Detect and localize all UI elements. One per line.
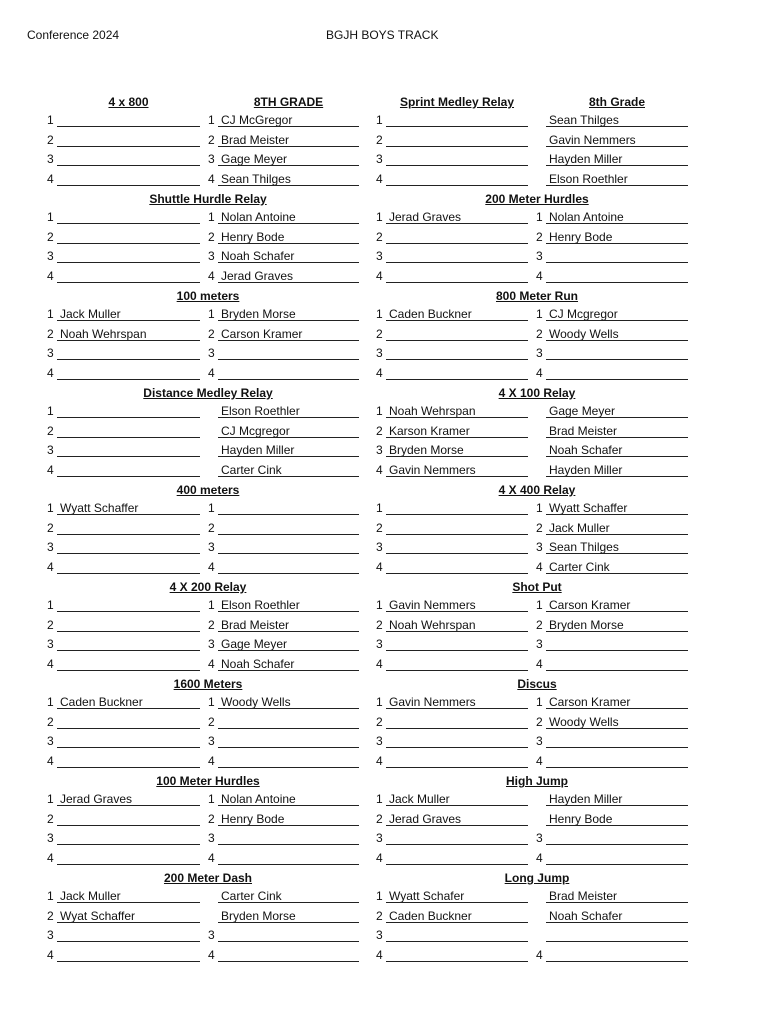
athlete-entry: [386, 831, 528, 845]
place-number: 4: [536, 559, 543, 574]
athlete-entry-8th: Sean Thilges: [218, 172, 359, 186]
athlete-entry: [386, 948, 528, 962]
place-number: 1: [376, 210, 383, 225]
athlete-entry-8th: Carson Kramer: [546, 695, 688, 709]
place-number: 4: [376, 559, 383, 574]
athlete-entry: [386, 734, 528, 748]
athlete-entry-8th: [546, 928, 688, 942]
athlete-entry-8th: Elson Roethler: [218, 598, 359, 612]
event-title-row: [0, 480, 768, 499]
event-title: Distance Medley Relay: [143, 386, 273, 400]
athlete-entry-8th: Hayden Miller: [546, 152, 688, 166]
place-number: 1: [47, 113, 54, 128]
entry-row: [0, 810, 768, 829]
athlete-entry: Wyatt Schaffer: [57, 501, 200, 515]
place-number: 3: [208, 734, 215, 749]
place-number: 3: [47, 249, 54, 264]
athlete-entry-8th: Woody Wells: [546, 715, 688, 729]
athlete-entry-8th: Nolan Antoine: [218, 210, 359, 224]
event-title-row: [0, 189, 768, 208]
place-number: 2: [376, 326, 383, 341]
place-number: 1: [47, 501, 54, 516]
athlete-entry-8th: Gage Meyer: [218, 152, 359, 166]
athlete-entry-8th: Sean Thilges: [546, 540, 688, 554]
athlete-entry: Bryden Morse: [386, 443, 528, 457]
athlete-entry-8th: Brad Meister: [546, 424, 688, 438]
place-number: 1: [536, 307, 543, 322]
event-title-row: [0, 92, 768, 111]
place-number: 3: [208, 346, 215, 361]
place-number: 3: [47, 734, 54, 749]
place-number: 1: [536, 210, 543, 225]
place-number: 3: [208, 637, 215, 652]
event-title-row: [0, 286, 768, 305]
place-number: 4: [208, 947, 215, 962]
athlete-entry: Noah Wehrspan: [386, 404, 528, 418]
place-number: 3: [536, 734, 543, 749]
entry-row: [0, 596, 768, 615]
athlete-entry: [386, 928, 528, 942]
athlete-entry: [386, 366, 528, 380]
place-number: 4: [47, 268, 54, 283]
athlete-entry-8th: Woody Wells: [218, 695, 359, 709]
athlete-entry-8th: Carson Kramer: [218, 327, 359, 341]
place-number: 2: [208, 617, 215, 632]
event-title: 1600 Meters: [173, 677, 243, 691]
entry-row: [0, 655, 768, 674]
athlete-entry: Gavin Nemmers: [386, 598, 528, 612]
place-number: 3: [376, 443, 383, 458]
athlete-entry: [386, 346, 528, 360]
athlete-entry-8th: [546, 249, 688, 263]
place-number: 3: [47, 443, 54, 458]
athlete-entry-8th: [546, 269, 688, 283]
event-title: High Jump: [506, 774, 568, 788]
event-title: 100 meters: [176, 289, 240, 303]
place-number: 2: [47, 714, 54, 729]
athlete-entry: Jack Muller: [386, 792, 528, 806]
athlete-entry-8th: Woody Wells: [546, 327, 688, 341]
athlete-entry-8th: Elson Roethler: [546, 172, 688, 186]
athlete-entry-8th: Bryden Morse: [546, 618, 688, 632]
place-number: 4: [376, 850, 383, 865]
place-number: 3: [208, 540, 215, 555]
athlete-entry: Jerad Graves: [386, 812, 528, 826]
place-number: 4: [47, 753, 54, 768]
place-number: 4: [376, 268, 383, 283]
athlete-entry-8th: Bryden Morse: [218, 909, 359, 923]
place-number: 2: [47, 229, 54, 244]
athlete-entry-8th: Gavin Nemmers: [546, 133, 688, 147]
place-number: 2: [208, 229, 215, 244]
athlete-entry: Noah Wehrspan: [57, 327, 200, 341]
entry-row: [0, 461, 768, 480]
header-conference: Conference 2024: [27, 28, 120, 42]
event-title: Shot Put: [512, 580, 562, 594]
place-number: 3: [47, 346, 54, 361]
athlete-entry: [386, 172, 528, 186]
event-title-row: [0, 577, 768, 596]
place-number: 1: [208, 501, 215, 516]
athlete-entry-8th: [546, 637, 688, 651]
entry-row: [0, 713, 768, 732]
athlete-entry-8th: Hayden Miller: [546, 463, 688, 477]
athlete-entry: Gavin Nemmers: [386, 695, 528, 709]
place-number: 2: [47, 520, 54, 535]
athlete-entry: [386, 715, 528, 729]
place-number: 4: [47, 365, 54, 380]
entry-row: [0, 926, 768, 945]
athlete-entry: [386, 249, 528, 263]
place-number: 1: [536, 501, 543, 516]
athlete-entry-8th: [546, 831, 688, 845]
place-number: 4: [376, 947, 383, 962]
place-number: 3: [536, 637, 543, 652]
entry-row: [0, 150, 768, 169]
place-number: 3: [376, 346, 383, 361]
athlete-entry-8th: Elson Roethler: [218, 404, 359, 418]
athlete-entry: [386, 754, 528, 768]
athlete-entry: Jerad Graves: [57, 792, 200, 806]
place-number: 4: [376, 656, 383, 671]
entry-row: [0, 616, 768, 635]
place-number: 3: [536, 831, 543, 846]
place-number: 2: [536, 229, 543, 244]
entry-row: [0, 441, 768, 460]
place-number: 4: [536, 850, 543, 865]
entry-row: [0, 752, 768, 771]
place-number: 2: [208, 714, 215, 729]
place-number: 2: [376, 423, 383, 438]
entry-row: [0, 364, 768, 383]
entry-row: [0, 267, 768, 286]
athlete-entry-8th: Nolan Antoine: [218, 792, 359, 806]
entry-row: [0, 422, 768, 441]
entry-row: [0, 402, 768, 421]
place-number: 4: [208, 171, 215, 186]
athlete-entry: [386, 521, 528, 535]
athlete-entry-8th: Carter Cink: [218, 889, 359, 903]
athlete-entry-8th: Henry Bode: [546, 230, 688, 244]
athlete-entry: Gavin Nemmers: [386, 463, 528, 477]
athlete-entry-8th: Wyatt Schaffer: [546, 501, 688, 515]
athlete-entry: [386, 269, 528, 283]
place-number: 3: [376, 152, 383, 167]
place-number: 3: [376, 540, 383, 555]
athlete-entry-8th: Carter Cink: [218, 463, 359, 477]
athlete-entry-8th: Sean Thilges: [546, 113, 688, 127]
entry-row: [0, 558, 768, 577]
entry-row: [0, 519, 768, 538]
place-number: 4: [208, 268, 215, 283]
header-title: BGJH BOYS TRACK: [326, 28, 439, 42]
athlete-entry: [386, 327, 528, 341]
athlete-entry: [386, 501, 528, 515]
entry-row: [0, 208, 768, 227]
event-title: 800 Meter Run: [495, 289, 579, 303]
entry-row: [0, 228, 768, 247]
entry-row: [0, 499, 768, 518]
athlete-entry: [386, 113, 528, 127]
entry-row: [0, 829, 768, 848]
place-number: 1: [376, 792, 383, 807]
place-number: 1: [208, 210, 215, 225]
place-number: 2: [536, 326, 543, 341]
event-title: 4 X 400 Relay: [498, 483, 576, 497]
place-number: 1: [47, 695, 54, 710]
place-number: 3: [536, 249, 543, 264]
place-number: 3: [376, 831, 383, 846]
athlete-entry: [386, 851, 528, 865]
place-number: 4: [47, 947, 54, 962]
place-number: 2: [376, 714, 383, 729]
athlete-entry: Jerad Graves: [386, 210, 528, 224]
place-number: 3: [47, 637, 54, 652]
entry-row: [0, 849, 768, 868]
event-title: Sprint Medley Relay: [399, 95, 515, 109]
place-number: 2: [47, 132, 54, 147]
athlete-entry-8th: Henry Bode: [218, 230, 359, 244]
place-number: 1: [47, 598, 54, 613]
place-number: 3: [208, 928, 215, 943]
entry-row: [0, 907, 768, 926]
athlete-entry: Caden Buckner: [386, 909, 528, 923]
place-number: 2: [208, 132, 215, 147]
athlete-entry-8th: Noah Schafer: [546, 909, 688, 923]
entry-row: [0, 170, 768, 189]
athlete-entry-8th: [546, 851, 688, 865]
place-number: 2: [208, 520, 215, 535]
place-number: 2: [47, 617, 54, 632]
place-number: 3: [376, 734, 383, 749]
place-number: 3: [376, 249, 383, 264]
place-number: 4: [536, 268, 543, 283]
entry-row: [0, 790, 768, 809]
place-number: 2: [376, 229, 383, 244]
place-number: 3: [376, 637, 383, 652]
athlete-entry-8th: [546, 657, 688, 671]
place-number: 3: [47, 152, 54, 167]
athlete-entry-8th: Brad Meister: [546, 889, 688, 903]
place-number: 4: [536, 656, 543, 671]
place-number: 3: [376, 928, 383, 943]
place-number: 3: [536, 346, 543, 361]
place-number: 2: [47, 326, 54, 341]
athlete-entry-8th: Noah Schafer: [546, 443, 688, 457]
place-number: 1: [376, 889, 383, 904]
entry-row: [0, 131, 768, 150]
entry-row: [0, 887, 768, 906]
entry-row: [0, 247, 768, 266]
place-number: 1: [376, 695, 383, 710]
place-number: 1: [536, 598, 543, 613]
place-number: 4: [376, 462, 383, 477]
event-title: 400 meters: [176, 483, 240, 497]
event-title: 200 Meter Dash: [163, 871, 253, 885]
place-number: 1: [536, 695, 543, 710]
place-number: 2: [47, 423, 54, 438]
event-title-row: [0, 674, 768, 693]
place-number: 4: [536, 753, 543, 768]
place-number: 1: [47, 404, 54, 419]
place-number: 2: [376, 908, 383, 923]
athlete-entry-8th: Nolan Antoine: [546, 210, 688, 224]
place-number: 3: [536, 540, 543, 555]
entry-row: [0, 305, 768, 324]
place-number: 2: [208, 811, 215, 826]
athlete-entry: Wyat Schaffer: [57, 909, 200, 923]
athlete-entry: [386, 152, 528, 166]
event-title-row: [0, 771, 768, 790]
athlete-entry-8th: [546, 366, 688, 380]
place-number: 1: [376, 113, 383, 128]
athlete-entry-8th: Jerad Graves: [218, 269, 359, 283]
place-number: 3: [47, 928, 54, 943]
place-number: 4: [536, 947, 543, 962]
athlete-entry-8th: Gage Meyer: [218, 637, 359, 651]
place-number: 2: [47, 908, 54, 923]
place-number: 2: [208, 326, 215, 341]
event-title-row: [0, 868, 768, 887]
place-number: 3: [208, 152, 215, 167]
athlete-entry: Noah Wehrspan: [386, 618, 528, 632]
place-number: 1: [208, 598, 215, 613]
place-number: 2: [376, 811, 383, 826]
athlete-entry-8th: CJ McGregor: [218, 113, 359, 127]
place-number: 4: [47, 850, 54, 865]
athlete-entry-8th: [546, 346, 688, 360]
entry-row: [0, 325, 768, 344]
place-number: 1: [376, 307, 383, 322]
athlete-entry-8th: CJ Mcgregor: [218, 424, 359, 438]
entry-row: [0, 344, 768, 363]
athlete-entry-8th: Carter Cink: [546, 560, 688, 574]
entry-row: [0, 732, 768, 751]
athlete-entry: [386, 133, 528, 147]
place-number: 4: [208, 850, 215, 865]
place-number: 2: [536, 520, 543, 535]
athlete-entry-8th: Noah Schafer: [218, 249, 359, 263]
place-number: 2: [376, 132, 383, 147]
athlete-entry: Jack Muller: [57, 307, 200, 321]
athlete-entry-8th: Henry Bode: [218, 812, 359, 826]
place-number: 4: [376, 753, 383, 768]
place-number: 1: [47, 307, 54, 322]
place-number: 2: [47, 811, 54, 826]
athlete-entry-8th: Noah Schafer: [218, 657, 359, 671]
athlete-entry: Wyatt Schafer: [386, 889, 528, 903]
place-number: 1: [47, 210, 54, 225]
place-number: 1: [376, 501, 383, 516]
event-title: Discus: [517, 677, 557, 691]
event-title: 100 Meter Hurdles: [156, 774, 260, 788]
place-number: 3: [208, 831, 215, 846]
event-title: 4 X 200 Relay: [169, 580, 247, 594]
athlete-entry-8th: Henry Bode: [546, 812, 688, 826]
grade-title: 8TH GRADE: [253, 95, 324, 109]
athlete-entry-8th: Hayden Miller: [546, 792, 688, 806]
place-number: 2: [376, 617, 383, 632]
place-number: 4: [376, 171, 383, 186]
event-title: Long Jump: [504, 871, 570, 885]
place-number: 4: [208, 365, 215, 380]
athlete-entry-8th: Bryden Morse: [218, 307, 359, 321]
athlete-entry: Caden Buckner: [386, 307, 528, 321]
place-number: 3: [47, 831, 54, 846]
event-title: Shuttle Hurdle Relay: [149, 192, 267, 206]
entry-row: [0, 635, 768, 654]
place-number: 1: [47, 889, 54, 904]
athlete-entry: [386, 540, 528, 554]
athlete-entry: Jack Muller: [57, 889, 200, 903]
athlete-entry: [386, 560, 528, 574]
place-number: 4: [208, 656, 215, 671]
place-number: 1: [208, 792, 215, 807]
athlete-entry: [386, 637, 528, 651]
place-number: 4: [536, 365, 543, 380]
event-title: 4 x 800: [108, 95, 149, 109]
place-number: 1: [376, 404, 383, 419]
athlete-entry-8th: CJ Mcgregor: [546, 307, 688, 321]
athlete-entry: Karson Kramer: [386, 424, 528, 438]
place-number: 2: [536, 617, 543, 632]
place-number: 2: [376, 520, 383, 535]
place-number: 1: [47, 792, 54, 807]
athlete-entry: [386, 230, 528, 244]
entry-row: [0, 693, 768, 712]
athlete-entry-8th: Carson Kramer: [546, 598, 688, 612]
athlete-entry: Caden Buckner: [57, 695, 200, 709]
place-number: 4: [47, 559, 54, 574]
place-number: 4: [208, 559, 215, 574]
athlete-entry: [386, 657, 528, 671]
event-title-row: [0, 383, 768, 402]
place-number: 4: [208, 753, 215, 768]
place-number: 1: [208, 695, 215, 710]
place-number: 3: [208, 249, 215, 264]
place-number: 1: [376, 598, 383, 613]
athlete-entry-8th: [546, 948, 688, 962]
place-number: 4: [47, 171, 54, 186]
place-number: 3: [47, 540, 54, 555]
athlete-entry-8th: Brad Meister: [218, 133, 359, 147]
athlete-entry-8th: Brad Meister: [218, 618, 359, 632]
athlete-entry-8th: Hayden Miller: [218, 443, 359, 457]
athlete-entry-8th: [546, 734, 688, 748]
grade-title: 8th Grade: [588, 95, 645, 109]
event-title: 4 X 100 Relay: [498, 386, 576, 400]
place-number: 4: [47, 656, 54, 671]
event-title: 200 Meter Hurdles: [485, 192, 589, 206]
entry-row: [0, 538, 768, 557]
athlete-entry-8th: Jack Muller: [546, 521, 688, 535]
place-number: 1: [208, 113, 215, 128]
entry-row: [0, 946, 768, 965]
place-number: 4: [376, 365, 383, 380]
athlete-entry-8th: [546, 754, 688, 768]
athlete-entry-8th: Gage Meyer: [546, 404, 688, 418]
place-number: 4: [47, 462, 54, 477]
place-number: 2: [536, 714, 543, 729]
entry-row: [0, 111, 768, 130]
place-number: 1: [208, 307, 215, 322]
